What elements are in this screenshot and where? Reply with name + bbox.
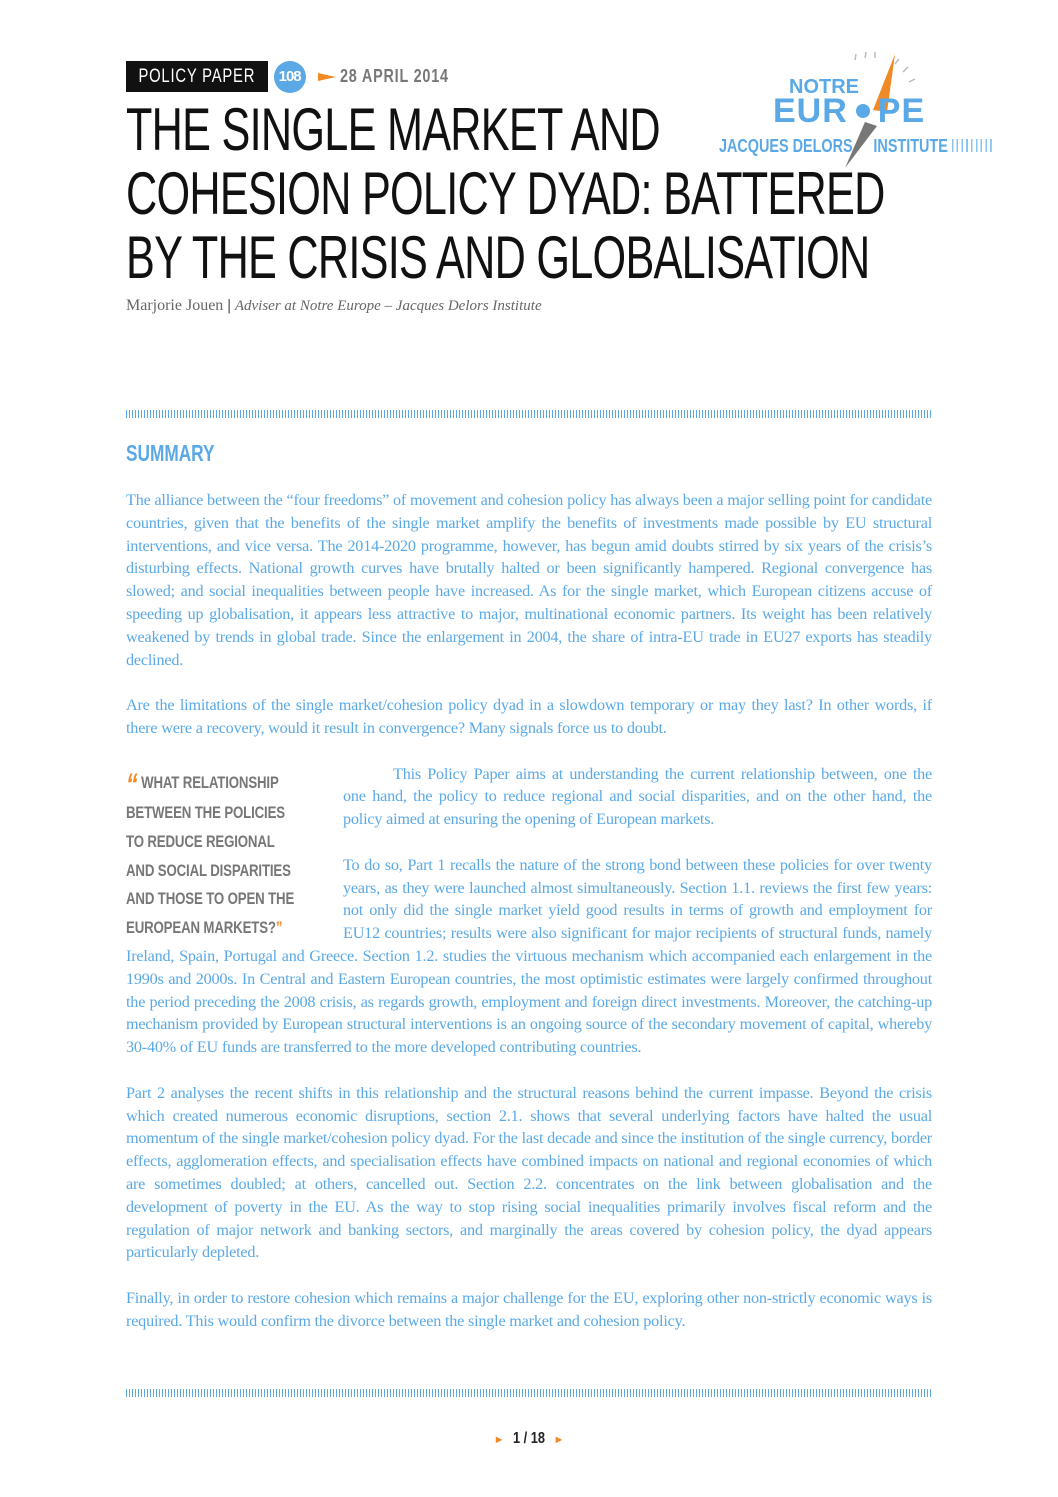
divider-top	[126, 410, 932, 418]
logo-eur: EUR	[773, 92, 848, 130]
divider-bottom	[126, 1389, 932, 1397]
logo-dot	[856, 104, 870, 118]
close-quote-icon: ”	[275, 918, 283, 938]
logo-notre: NOTRE	[789, 76, 859, 98]
logo-jacques-delors-institute	[719, 136, 1058, 157]
quote-line	[126, 914, 286, 943]
author-separator: |	[227, 297, 231, 314]
page-number	[0, 1430, 1058, 1448]
quote-line: TO REDUCE REGIONAL	[126, 831, 275, 851]
quote-text: WHAT RELATIONSHIP	[141, 772, 279, 792]
paragraph: Are the limitations of the single market/cohesion policy dyad in a slowdown temporary or may they last? In other words, if there were a recovery, would it result in convergence? Many signals force us to doubt.	[126, 696, 932, 737]
arrow-right-icon: ►	[493, 1434, 505, 1446]
quote-line: AND SOCIAL DISPARITIES	[126, 860, 291, 880]
notre-europe-logo	[715, 50, 995, 170]
paragraph: This Policy Paper aims at understanding the current relationship between, one the one hand, the policy to reduce regional and social disparities, and on the other hand, the policy aimed at ensuring the opening of European markets.	[343, 764, 932, 829]
title-line: COHESION POLICY DYAD: BATTERED	[126, 160, 885, 227]
logo-pe: PE	[877, 92, 926, 130]
publication-date	[340, 66, 476, 87]
title-line: THE SINGLE MARKET AND	[126, 96, 660, 163]
summary-body	[126, 489, 932, 1355]
logo-jd: JACQUES DELORS	[719, 136, 853, 156]
paper-number-badge: 108	[274, 61, 306, 93]
badge-label: POLICY PAPER	[138, 65, 256, 87]
open-quote-icon: “	[126, 767, 138, 801]
quote-line: BETWEEN THE POLICIES	[126, 803, 285, 823]
quote-line	[126, 769, 286, 800]
logo-institute: INSTITUTE	[873, 136, 948, 156]
pull-quote	[126, 769, 331, 939]
paragraph: The alliance between the “four freedoms” of movement and cohesion policy has always been a major selling point for candidate countries, given that the benefits of the single market amplify the benefits of investments made possible by EU structural interventions, and vice versa. The 2014-2020 programme, however, has begun amid doubts stirred by six years of the crisis’s disturbing effects. National growth curves have brutally halted or been significantly hampered. Regional convergence has slowed; and social inequalities between people have increased. As for the single market, which European citizens accuse of speeding up globalisation, it appears less attractive to major, multinational economic partners. Its weight has been relatively weakened by trends in global trade. Since the enlargement in 2004, the share of intra-EU trade in EU27 exports has steadily declined.	[126, 491, 932, 669]
title-line: BY THE CRISIS AND GLOBALISATION	[126, 224, 870, 291]
arrow-icon	[318, 73, 336, 81]
paper-tag-bar	[126, 61, 476, 92]
paragraph: Part 2 analyses the recent shifts in this relationship and the structural reasons behind the current impasse. Beyond the crisis which created numerous economic disruptions, section 2.1. shows that several underlying factors have halted the usual momentum of the single market/cohesion policy dyad. For the last decade and since the institution of the single currency, border effects, agglomeration effects, and specialisation effects have combined impacts on national and regional economies of which are sometimes doubled; at others, cancelled out. Section 2.2. concentrates on the link between globalisation and the development of poverty in the EU. As the way to stop rising social inequalities primarily involves fiscal reform and the regulation of major network and banking sectors, and marginally the areas covered by cohesion policy, the dyad appears particularly depleted.	[126, 1083, 932, 1262]
summary-heading-text: SUMMARY	[126, 440, 215, 466]
author-line	[126, 297, 542, 315]
logo-bars	[952, 139, 992, 152]
quote-text: EUROPEAN MARKETS?	[126, 918, 276, 938]
summary-heading	[126, 440, 244, 467]
logo-europe	[773, 92, 925, 131]
page-number-text: 1 / 18	[512, 1430, 546, 1447]
arrow-right-icon: ►	[553, 1434, 565, 1446]
author-name: Marjorie Jouen	[126, 297, 224, 314]
paragraph: Finally, in order to restore cohesion which remains a major challenge for the EU, exploring other non-strictly economic ways is required. This would confirm the divorce between the single market and cohesion policy.	[126, 1288, 932, 1330]
quote-line: AND THOSE TO OPEN THE	[126, 889, 295, 909]
policy-paper-badge	[126, 61, 268, 92]
date-text: 28 APRIL 2014	[339, 66, 449, 86]
paragraph: To do so, Part 1 recalls the nature of the strong bond between these policies for over twenty years, as they were launched almost simultaneously. Section 1.1. reviews the first few years: not only did the single market yield good results in terms of growth and employment for EU12 countries; results were also significant for major recipients of structural funds, namely Ireland, Spain, Portugal and Greece. Section 1.2. studies the virtuous mechanism which accompanied each enlargement in the 1990s and 2000s. In Central and Eastern European countries, the most optimistic estimates were largely confirmed throughout the period preceding the 2008 crisis, as regards growth, employment and foreign direct investments. Moreover, the catching-up mechanism provided by European structural interventions is an ongoing source of the secondary movement of capital, whereby 30-40% of EU funds are transferred to the more developed contributing countries.	[126, 855, 932, 1057]
author-role: Adviser at Notre Europe – Jacques Delors Institute	[234, 298, 542, 314]
